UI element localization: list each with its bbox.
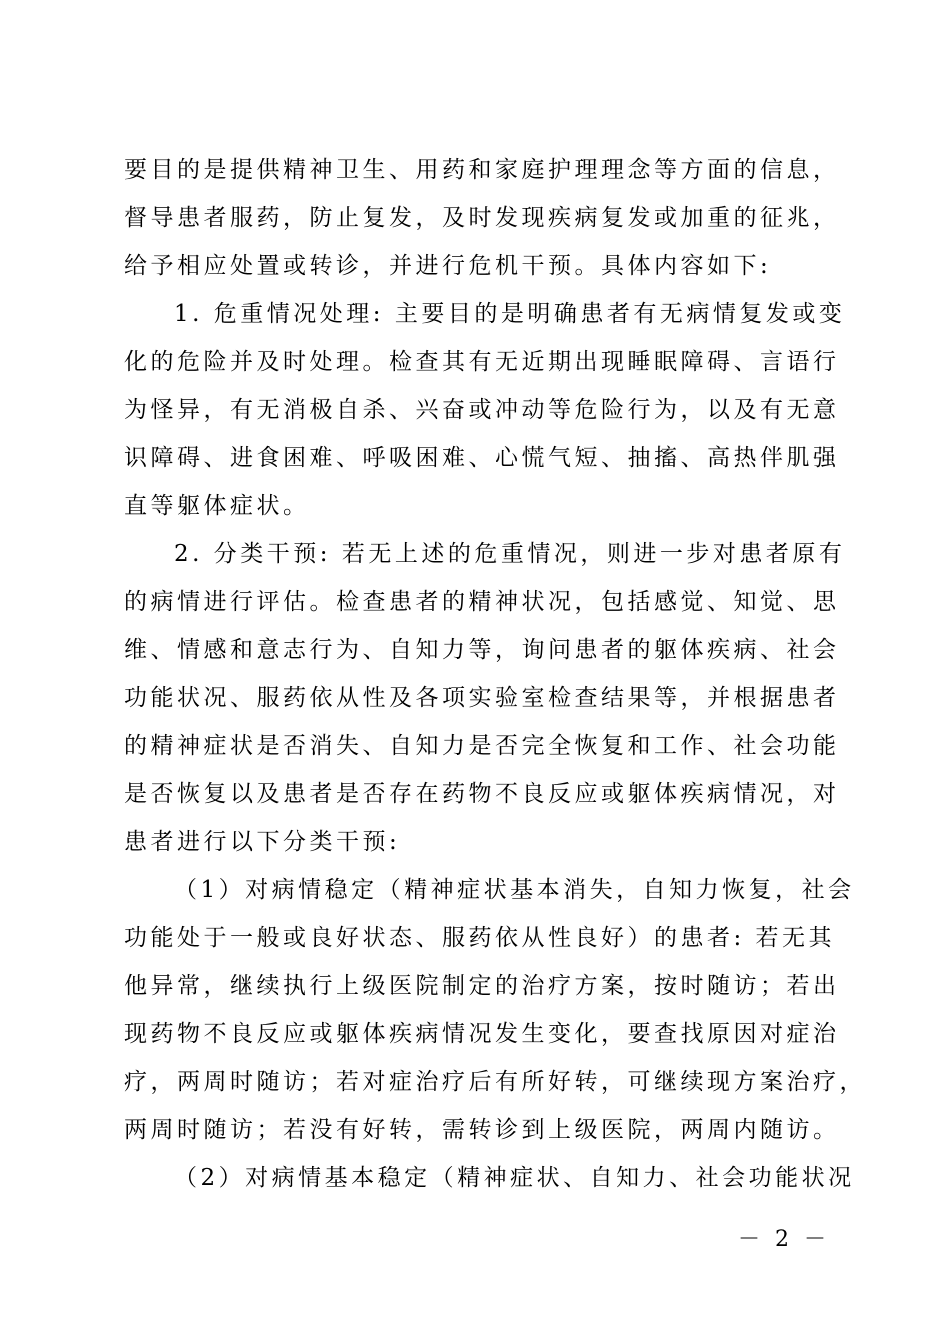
section-heading-line: 2. 分类干预: 若无上述的危重情况，则进一步对患者原有 xyxy=(174,541,846,567)
section-heading-line: 1. 危重情况处理: 主要目的是明确患者有无病情复发或变 xyxy=(174,301,846,327)
text-line: 现药物不良反应或躯体疾病情况发生变化，要查找原因对症治 xyxy=(124,1021,840,1047)
text-line: 识障碍、进食困难、呼吸困难、心慌气短、抽搐、高热伴肌强 xyxy=(124,445,840,471)
text-line: 的病情进行评估。检查患者的精神状况，包括感觉、知觉、思 xyxy=(124,589,840,615)
text-line: 直等躯体症状。 xyxy=(124,493,310,519)
text-line: 患者进行以下分类干预: xyxy=(124,829,401,855)
document-body xyxy=(124,146,866,1202)
page-number: － 2 － xyxy=(738,1227,830,1252)
text-line: 两周时随访；若没有好转，需转诊到上级医院，两周内随访。 xyxy=(124,1117,840,1143)
text-line: 的精神症状是否消失、自知力是否完全恢复和工作、社会功能 xyxy=(124,733,840,759)
subsection-line: （2）对病情基本稳定（精神症状、自知力、社会功能状况 xyxy=(174,1165,855,1191)
text-line: 功能处于一般或良好状态、服药依从性良好）的患者: 若无其 xyxy=(124,925,836,951)
text-line: 给予相应处置或转诊，并进行危机干预。具体内容如下: xyxy=(124,253,772,279)
text-line: 疗，两周时随访；若对症治疗后有所好转，可继续现方案治疗， xyxy=(124,1069,866,1095)
subsection-line: （1）对病情稳定（精神症状基本消失，自知力恢复，社会 xyxy=(174,877,855,903)
text-line: 功能状况、服药依从性及各项实验室检查结果等，并根据患者 xyxy=(124,685,840,711)
text-line: 督导患者服药，防止复发，及时发现疾病复发或加重的征兆， xyxy=(124,205,840,231)
text-line: 他异常，继续执行上级医院制定的治疗方案，按时随访；若出 xyxy=(124,973,840,999)
text-line: 化的危险并及时处理。检查其有无近期出现睡眠障碍、言语行 xyxy=(124,349,840,375)
text-line: 维、情感和意志行为、自知力等，询问患者的躯体疾病、社会 xyxy=(124,637,840,663)
text-line: 为怪异，有无消极自杀、兴奋或冲动等危险行为，以及有无意 xyxy=(124,397,840,423)
text-line: 是否恢复以及患者是否存在药物不良反应或躯体疾病情况，对 xyxy=(124,781,840,807)
text-line: 要目的是提供精神卫生、用药和家庭护理理念等方面的信息， xyxy=(124,157,840,183)
